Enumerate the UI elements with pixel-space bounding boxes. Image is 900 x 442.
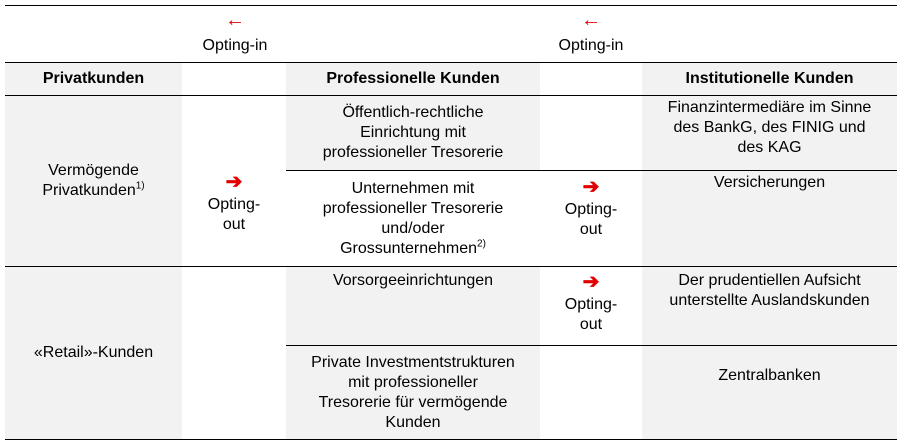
cell-unternehmen bbox=[286, 171, 540, 266]
opting-out-3-label: Opting- out bbox=[564, 296, 618, 333]
opting-out-2-label: Opting- out bbox=[564, 201, 618, 238]
arrow-right-icon: ➔ bbox=[225, 171, 243, 193]
footnote-2: 2) bbox=[477, 238, 486, 250]
cell-zentralbanken-fill bbox=[642, 406, 897, 439]
header-institutionelle-kunden: Institutionelle Kunden bbox=[642, 63, 897, 95]
opting-in-2-label: Opting-in bbox=[558, 37, 624, 54]
cell-oeffentlich-rechtliche: Öffentlich-rechtliche Einrichtung mit professioneller Tresorerie bbox=[286, 96, 540, 170]
header-professionelle-kunden: Professionelle Kunden bbox=[286, 63, 540, 95]
top-rule bbox=[5, 5, 897, 6]
cell-vorsorgeeinrichtungen: Vorsorgeeinrichtungen bbox=[286, 267, 540, 345]
footnote-1: 1) bbox=[135, 180, 145, 192]
cell-retail-kunden bbox=[5, 267, 182, 439]
cell-auslandskunden: Der prudentiellen Aufsicht unterstellte Auslandskunden bbox=[642, 267, 897, 345]
opting-in-1-label: Opting-in bbox=[202, 37, 268, 54]
vermoegende-text: Vermögende Privatkunden$^{1)}$ bbox=[42, 162, 145, 199]
cell-vermoegende-privatkunden bbox=[5, 96, 182, 266]
opting-out-1-label: Opting- out bbox=[207, 196, 261, 233]
opting-in-1 bbox=[185, 10, 285, 56]
unternehmen-text: Unternehmen mit professioneller Tresorerie und/oder Grossunternehmen$^{2)}$ bbox=[322, 179, 504, 257]
cell-private-investmentstrukturen: Private Investmentstrukturen mit professioneller Tresorerie für vermögende Kunden bbox=[286, 346, 540, 439]
opting-out-2 bbox=[540, 177, 642, 240]
cell-zentralbanken: Zentralbanken bbox=[642, 346, 897, 406]
opting-out-3 bbox=[540, 272, 642, 335]
header-privatkunden: Privatkunden bbox=[5, 63, 182, 95]
arrow-right-icon: ➔ bbox=[582, 176, 600, 198]
opting-in-2 bbox=[540, 10, 642, 56]
bottom-rule bbox=[5, 439, 897, 440]
arrow-left-icon: ← bbox=[225, 9, 245, 31]
cell-versicherungen: Versicherungen bbox=[642, 171, 897, 266]
arrow-left-icon: ← bbox=[581, 9, 601, 31]
retail-text: «Retail»-Kunden bbox=[33, 344, 154, 361]
cell-finanzintermediaere: Finanzintermediäre im Sinne des BankG, des FINIG und des KAG bbox=[642, 96, 897, 170]
arrow-right-icon: ➔ bbox=[582, 271, 600, 293]
opting-out-1 bbox=[182, 172, 286, 235]
